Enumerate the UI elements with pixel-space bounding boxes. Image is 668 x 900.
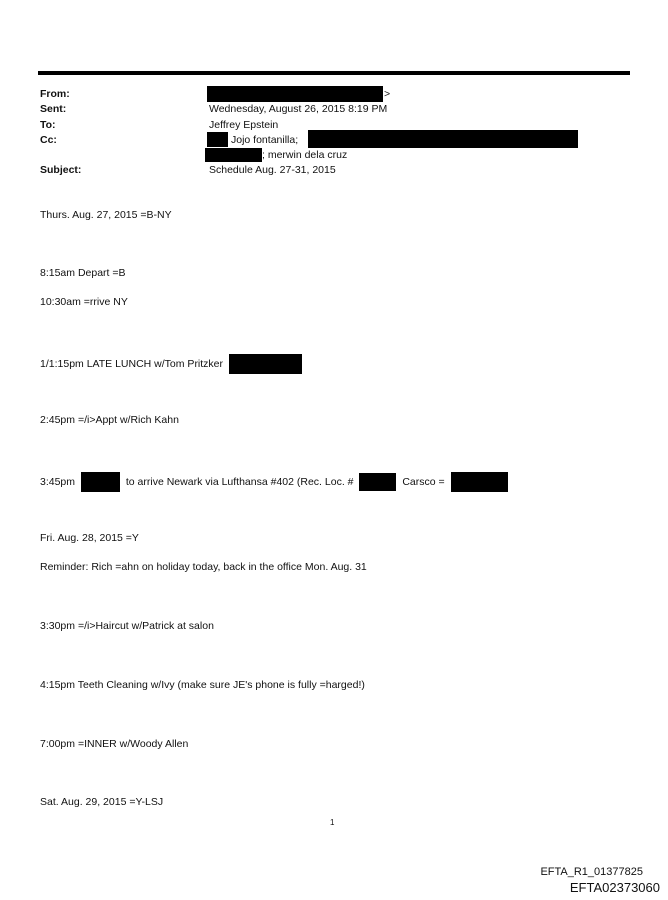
redaction-from <box>207 86 383 102</box>
from-suffix: > <box>384 88 391 100</box>
body-line-7: Fri. Aug. 28, 2015 =Y <box>40 532 139 544</box>
cc-line2: ; merwin dela cruz <box>262 149 348 161</box>
to-label: To: <box>40 119 56 131</box>
cc-label: Cc: <box>40 134 57 146</box>
body-line-6 <box>40 472 508 492</box>
redaction-lunch <box>229 354 302 374</box>
body-line-11: 7:00pm =INNER w/Woody Allen <box>40 738 189 750</box>
carsco-text: Carsco = <box>402 475 445 488</box>
sent-label: Sent: <box>40 103 67 115</box>
body-line-9: 3:30pm =/i>Haircut w/Patrick at salon <box>40 620 214 632</box>
subject-value: Schedule Aug. 27-31, 2015 <box>209 164 336 176</box>
header-rule <box>38 71 630 75</box>
document-id-2: EFTA02373060 <box>569 880 660 895</box>
document-id-1: EFTA_R1_01377825 <box>540 866 643 878</box>
redaction-arrival-name <box>81 472 120 492</box>
redaction-carsco <box>451 472 508 492</box>
body-line-1: Thurs. Aug. 27, 2015 =B-NY <box>40 209 172 221</box>
body-line-3: 10:30am =rrive NY <box>40 296 128 308</box>
body-line-12: Sat. Aug. 29, 2015 =Y-LSJ <box>40 796 164 808</box>
from-label: From: <box>40 88 70 100</box>
arrival-time: 3:45pm <box>40 475 76 488</box>
body-line-5: 2:45pm =/i>Appt w/Rich Kahn <box>40 414 179 426</box>
body-line-4 <box>40 354 302 374</box>
redaction-rec-loc <box>359 473 396 491</box>
subject-label: Subject: <box>40 164 82 176</box>
sent-value: Wednesday, August 26, 2015 8:19 PM <box>209 103 388 115</box>
page-number: 1 <box>330 818 335 827</box>
redaction-cc-2 <box>308 130 578 148</box>
body-line-8: Reminder: Rich =ahn on holiday today, back in the office Mon. Aug. 31 <box>40 561 367 573</box>
body-line-10: 4:15pm Teeth Cleaning w/Ivy (make sure JE's phone is fully =harged!) <box>40 679 365 691</box>
redaction-cc-3 <box>205 148 262 162</box>
redaction-cc-1 <box>207 132 228 147</box>
body-line-2: 8:15am Depart =B <box>40 267 126 279</box>
arrival-text: to arrive Newark via Lufthansa #402 (Rec. Loc. # <box>125 475 354 488</box>
cc-line1: Jojo fontanilla; <box>231 134 299 146</box>
lunch-text: 1/1:15pm LATE LUNCH w/Tom Pritzker <box>40 357 224 370</box>
to-value: Jeffrey Epstein <box>209 119 279 131</box>
